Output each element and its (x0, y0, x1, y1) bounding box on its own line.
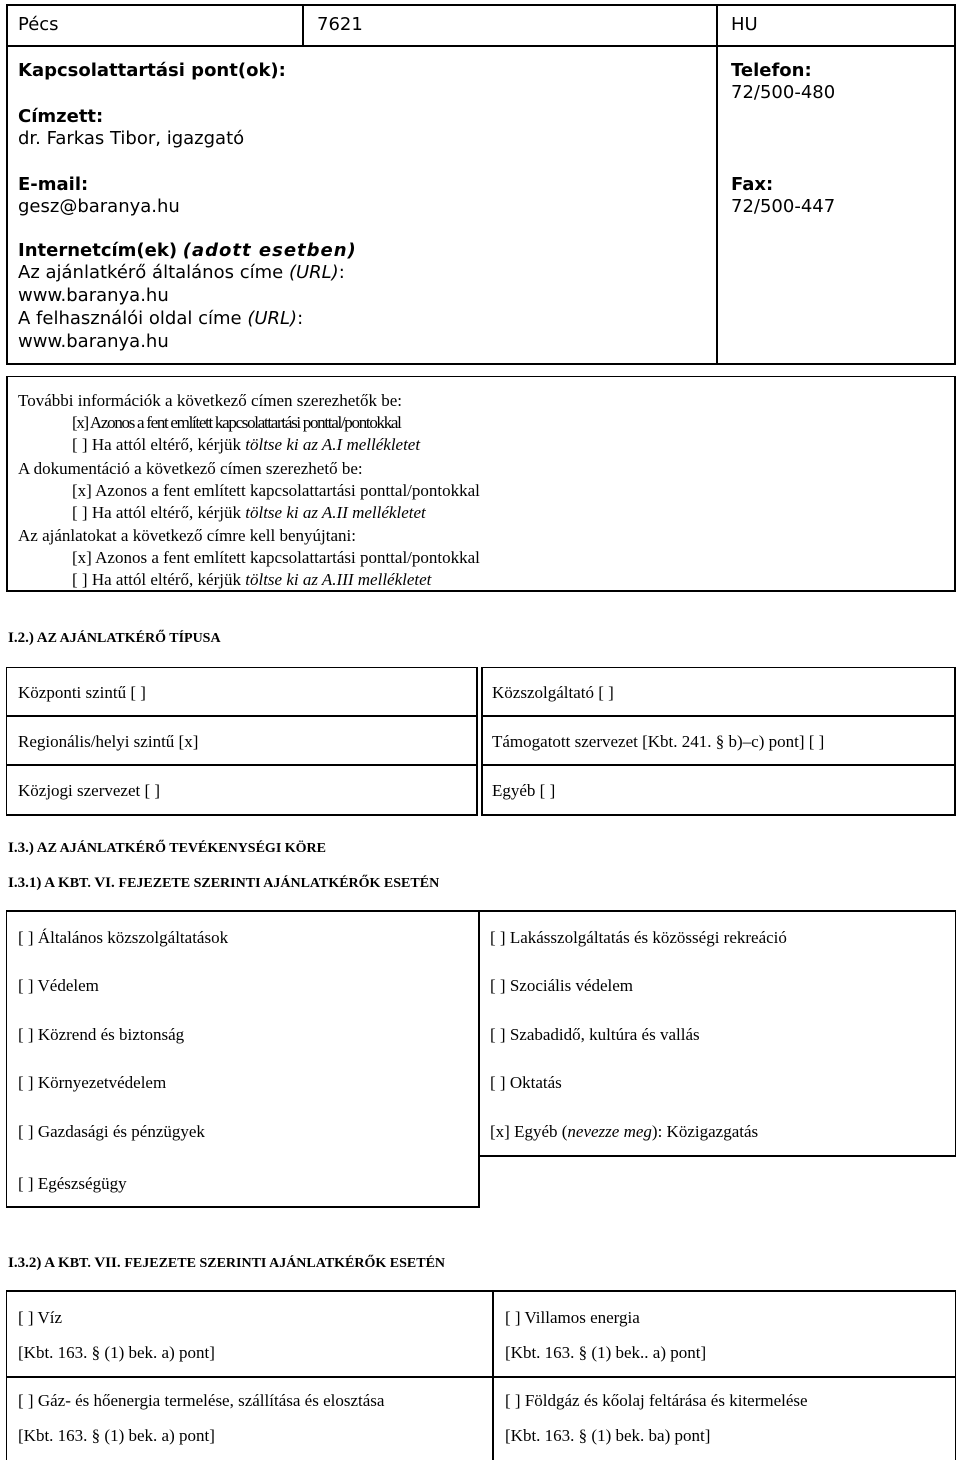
contact-vdivider-1 (302, 4, 304, 47)
i31-right-item: [ ] Szabadidő, kultúra és vallás (490, 1025, 700, 1044)
city: Pécs (18, 14, 59, 35)
other-c: ): Közigazgatás (651, 1122, 759, 1141)
section-i31-a: A K (44, 875, 70, 891)
i31-right-item: [ ] Lakásszolgáltatás és közösségi rekreáció (490, 928, 787, 947)
i31-left-item: [ ] Általános közszolgáltatások (18, 928, 229, 947)
colon: : (338, 262, 345, 283)
other-b: nevezze meg (567, 1122, 652, 1141)
internet-label: Internetcím(ek) (18, 240, 178, 261)
url-tag: (URL) (247, 308, 298, 329)
i2-left-item: Regionális/helyi szintű [x] (18, 732, 199, 751)
contact-row-divider (6, 45, 956, 47)
i32-left-border (6, 1290, 7, 1460)
vii-label: [ ] Gáz- és hőenergia termelése, szállítása és elosztása (18, 1391, 385, 1410)
i2-right-item: Támogatott szervezet [Kbt. 241. § b)–c) pont] [ ] (492, 732, 825, 751)
user-page-label: A felhasználói oldal címe (18, 308, 242, 329)
internet-heading (18, 240, 357, 262)
section-i32-b: BT. (69, 1256, 95, 1271)
i31-top-line (6, 910, 956, 912)
contact-vdivider-2 (716, 4, 718, 365)
section-i3-num: I.3.) (8, 840, 37, 856)
i31-right-item-other (490, 1122, 758, 1142)
section-i32-num: I.3.2) (8, 1255, 45, 1271)
i31-left-item: [ ] Közrend és biztonság (18, 1025, 185, 1044)
user-page-value: www.baranya.hu (18, 331, 169, 352)
i2-right-item: Közszolgáltató [ ] (492, 683, 614, 702)
doc-opt2-b: töltse ki az A.II mellékletet (245, 503, 426, 522)
fax-value: 72/500-447 (731, 196, 836, 217)
i31-right-item: [ ] Oktatás (490, 1073, 562, 1092)
more-info-opt1: [x] Azonos a fent említett kapcsolattartási ponttal/pontokkal (72, 413, 401, 432)
more-info-opt2-a: [ ] Ha attól eltérő, kérjük (72, 435, 246, 454)
country: HU (731, 14, 758, 35)
i2-left-item: Közjogi szervezet [ ] (18, 781, 161, 800)
postcode: 7621 (317, 14, 363, 35)
vii-ref: [Kbt. 163. § (1) bek.. a) pont] (505, 1343, 707, 1362)
general-address-line (18, 262, 345, 284)
more-info-line: További információk a következő címen szerezhetők be: (18, 391, 402, 410)
recipient-value: dr. Farkas Tibor, igazgató (18, 128, 245, 149)
i2-left-divider-2 (6, 764, 478, 766)
doc-line: A dokumentáció a következő címen szerezhető be: (18, 459, 363, 478)
user-page-line (18, 308, 303, 330)
section-i2-title-b: Z AJÁNLATKÉRŐ TÍPUSA (47, 631, 221, 646)
vii-label: [ ] Villamos energia (505, 1308, 640, 1327)
i31-right-border (955, 910, 956, 1156)
general-address-value: www.baranya.hu (18, 285, 169, 306)
i32-row-divider (6, 1376, 956, 1378)
email-label: E-mail: (18, 174, 89, 195)
section-i31-d: FEJEZETE SZERINTI AJÁNLATKÉRŐK ESETÉN (118, 876, 440, 891)
section-i3-title-b: Z AJÁNLATKÉRŐ TEVÉKENYSÉGI KÖRE (47, 841, 326, 856)
more-info-opt2 (72, 434, 420, 455)
phone-value: 72/500-480 (731, 82, 836, 103)
recipient-label: Címzett: (18, 106, 104, 127)
i32-top-line (6, 1290, 956, 1292)
vii-ref: [Kbt. 163. § (1) bek. a) pont] (18, 1343, 215, 1362)
vii-ref: [Kbt. 163. § (1) bek. a) pont] (18, 1426, 215, 1445)
vii-ref: [Kbt. 163. § (1) bek. ba) pont] (505, 1426, 711, 1445)
i32-right-border (955, 1290, 956, 1460)
general-address-label: Az ajánlatkérő általános címe (18, 262, 284, 283)
submit-opt1: [x] Azonos a fent említett kapcsolattartási ponttal/pontokkal (72, 548, 480, 567)
i2-right-divider-1 (481, 715, 956, 717)
more-info-opt2-b: töltse ki az A.I mellékletet (245, 435, 421, 454)
i31-left-item: [ ] Védelem (18, 976, 99, 995)
section-i31-b: BT. (69, 876, 95, 891)
i2-right-item: Egyéb [ ] (492, 781, 556, 800)
section-i2-title-a: A (36, 630, 48, 646)
submit-line: Az ajánlatokat a következő címre kell benyújtani: (18, 526, 356, 545)
i31-left-bottom (6, 1206, 480, 1208)
internet-note: (adott esetben) (182, 240, 357, 261)
i2-left-divider-1 (6, 715, 478, 717)
submit-opt2-b: töltse ki az A.III mellékletet (245, 570, 432, 589)
section-i32-c: VII. (94, 1255, 125, 1271)
section-i31-num: I.3.1) (8, 875, 45, 891)
doc-opt2 (72, 502, 426, 523)
vii-label: [ ] Földgáz és kőolaj feltárása és kitermelése (505, 1391, 808, 1410)
i31-left-item: [ ] Egészségügy (18, 1174, 127, 1193)
section-i3-title-a: A (36, 840, 48, 856)
i2-right-divider-2 (481, 764, 956, 766)
section-i2-num: I.2.) (8, 630, 37, 646)
other-a: [x] Egyéb ( (490, 1122, 568, 1141)
i32-mid-border (492, 1290, 494, 1460)
section-i3-heading (8, 840, 326, 857)
colon: : (297, 308, 304, 329)
i31-right-item: [ ] Szociális védelem (490, 976, 634, 995)
fax-label: Fax: (731, 174, 774, 195)
url-tag: (URL) (288, 262, 339, 283)
section-i32-d: FEJEZETE SZERINTI AJÁNLATKÉRŐK ESETÉN (124, 1256, 446, 1271)
i2-left-item: Központi szintű [ ] (18, 683, 146, 702)
doc-opt1: [x] Azonos a fent említett kapcsolattartási ponttal/pontokkal (72, 481, 480, 500)
phone-label: Telefon: (731, 60, 812, 81)
i31-left-border (6, 910, 7, 1208)
doc-opt2-a: [ ] Ha attól eltérő, kérjük (72, 503, 246, 522)
section-i2-heading (8, 630, 221, 647)
i31-left-item: [ ] Gazdasági és pénzügyek (18, 1122, 205, 1141)
section-i32-a: A K (44, 1255, 70, 1271)
section-i31-heading (8, 875, 439, 892)
section-i31-c: VI. (94, 875, 119, 891)
i31-left-item: [ ] Környezetvédelem (18, 1073, 167, 1092)
i31-right-bottom (480, 1155, 956, 1157)
contact-points-label: Kapcsolattartási pont(ok): (18, 60, 286, 81)
i31-mid-border (478, 910, 480, 1208)
vii-label: [ ] Víz (18, 1308, 63, 1327)
submit-opt2-a: [ ] Ha attól eltérő, kérjük (72, 570, 246, 589)
section-i32-heading (8, 1255, 445, 1272)
submit-opt2 (72, 569, 431, 590)
email-value: gesz@baranya.hu (18, 196, 180, 217)
